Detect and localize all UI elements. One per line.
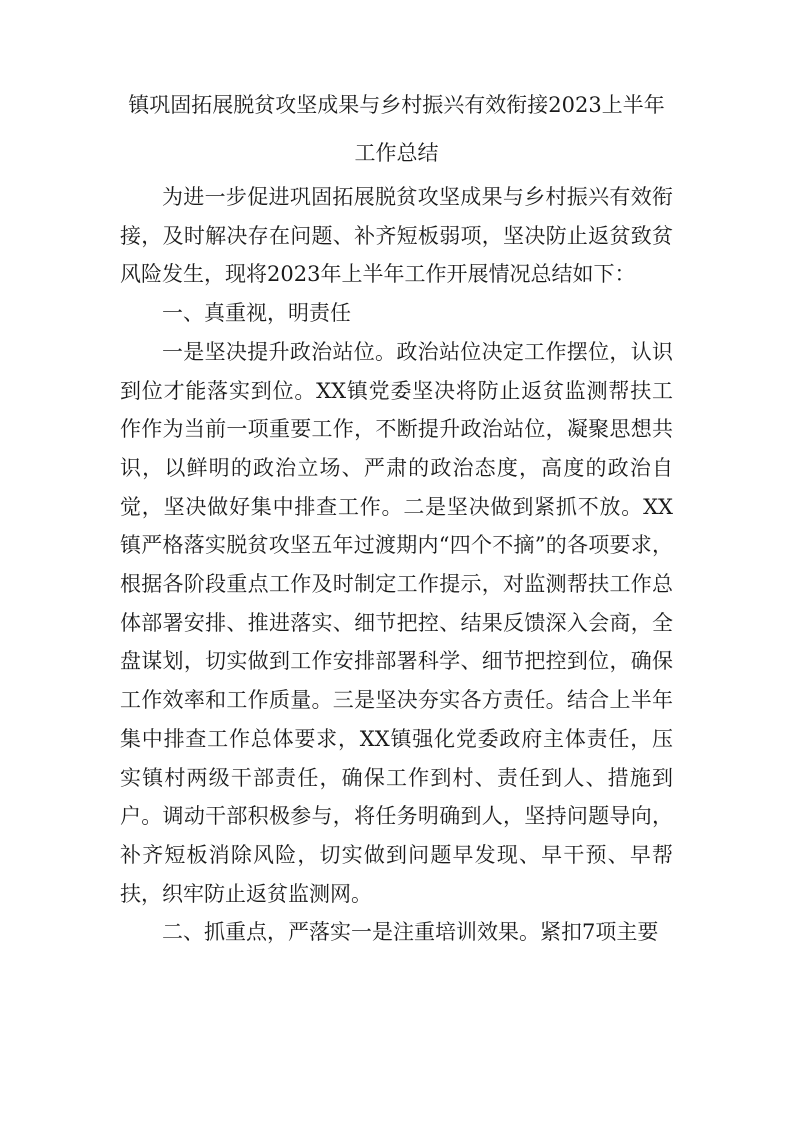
document-body — [120, 178, 673, 952]
intro-paragraph: 为进一步促进巩固拓展脱贫攻坚成果与乡村振兴有效衔接，及时解决存在问题、补齐短板弱项，坚决防止返贫致贫风险发生，现将2023年上半年工作开展情况总结如下： — [120, 185, 673, 287]
section-heading-1: 一、真重视，明责任 — [162, 301, 351, 326]
document-title-line-1: 镇巩固拓展脱贫攻坚成果与乡村振兴有效衔接2023上半年 — [128, 93, 665, 117]
section-1-paragraph: 一是坚决提升政治站位。政治站位决定工作摆位，认识到位才能落实到位。XX镇党委坚决将防止返贫监测帮扶工作作为当前一项重要工作，不断提升政治站位，凝聚思想共识，以鲜明的政治立场、严肃的政治态度，高度的政治自觉，坚决做好集中排查工作。二是坚决做到紧抓不放。XX镇严格落实脱贫攻坚五年过渡期内“四个不摘”的各项要求，根据各阶段重点工作及时制定工作提示，对监测帮扶工作总体部署安排、推进落实、细节把控、结果反馈深入会商，全盘谋划，切实做到工作安排部署科学、细节把控到位，确保工作效率和工作质量。三是坚决夯实各方责任。结合上半年集中排查工作总体要求，XX镇强化党委政府主体责任，压实镇村两级干部责任，确保工作到村、责任到人、措施到户。调动干部积极参与，将任务明确到人，坚持问题导向，补齐短板消除风险，切实做到问题早发现、早干预、早帮扶，织牢防止返贫监测网。 — [120, 339, 673, 906]
section-heading-2: 二、抓重点，严落实一是注重培训效果。紧扣7项主要 — [162, 920, 659, 945]
document-title-line-2: 工作总结 — [354, 141, 439, 165]
